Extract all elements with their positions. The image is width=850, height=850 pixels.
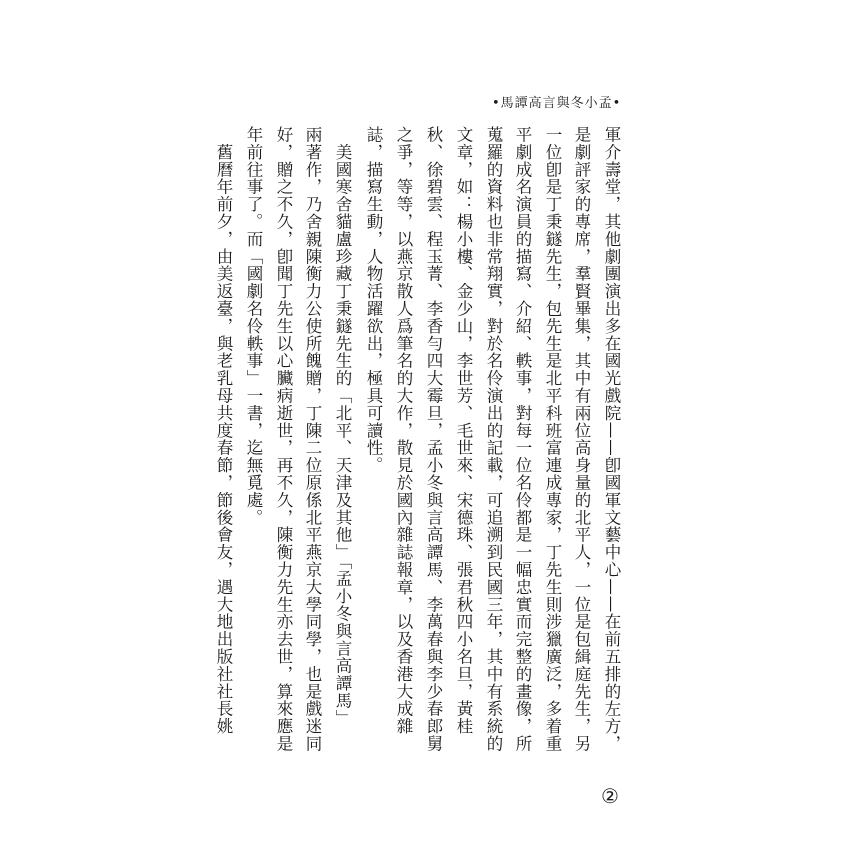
text-column: 蒐羅的資料也非常翔實，對於名伶演出的記載，可追溯到民國三年，其中有系統的 bbox=[484, 126, 503, 753]
text-column: 是劇評家的專席，羣賢畢集，其中有兩位高身量的北平人，一位是包緝庭先生，另 bbox=[572, 126, 591, 753]
text-column: 好，贈之不久，卽聞丁先生以心臟病逝世，再不久，陳衡力先生亦去世，算來應是 bbox=[274, 126, 293, 753]
text-column: 兩著作，乃舍親陳衡力公使所餽贈，丁陳二位原係北平燕京大學同學，也是戲迷同 bbox=[303, 126, 322, 753]
text-column: 文章，如：楊小樓、金少山，李世芳、毛世來、宋德珠、張君秋四小名旦，黃桂 bbox=[454, 126, 473, 735]
text-column: 年前往事了。而「國劇名伶軼事」一書，迄無覓處。 bbox=[244, 126, 263, 527]
text-column: 軍介壽堂，其他劇團演出多在國光戲院——卽國軍文藝中心——在前五排的左方， bbox=[602, 126, 621, 753]
running-header: •馬譚高言與冬小孟• bbox=[492, 96, 622, 111]
text-column: 一位卽是丁秉鐩先生，包先生是北平科班富連成專家，丁先生則涉獵廣泛，多着重 bbox=[543, 126, 562, 753]
text-column: 平劇成名演員的描寫、介紹、軼事，對每一位名伶都是一幅忠實而完整的畫像，所 bbox=[513, 126, 532, 753]
text-column: 美國寒舍貓盧珍藏丁秉鐩先生的「北平、天津及其他」「孟小冬與言高譚馬」 bbox=[333, 126, 352, 727]
text-column: 舊曆年前夕，由美返臺，與老乳母共度春節，節後會友，遇大地出版社社長姚 bbox=[214, 126, 233, 735]
text-column: 之爭，等等，以燕京散人爲筆名的大作，散見於國內雜誌報章，以及香港大成雜 bbox=[394, 126, 413, 735]
text-column: 秋、徐碧雲、程玉菁、李香勻四大霉旦，孟小冬與言高譚馬、李萬春與李少春郎舅 bbox=[424, 126, 443, 753]
page-number: ② bbox=[601, 784, 619, 808]
text-column: 誌，描寫生動，人物活躍欲出，極具可讀性。 bbox=[364, 126, 383, 474]
